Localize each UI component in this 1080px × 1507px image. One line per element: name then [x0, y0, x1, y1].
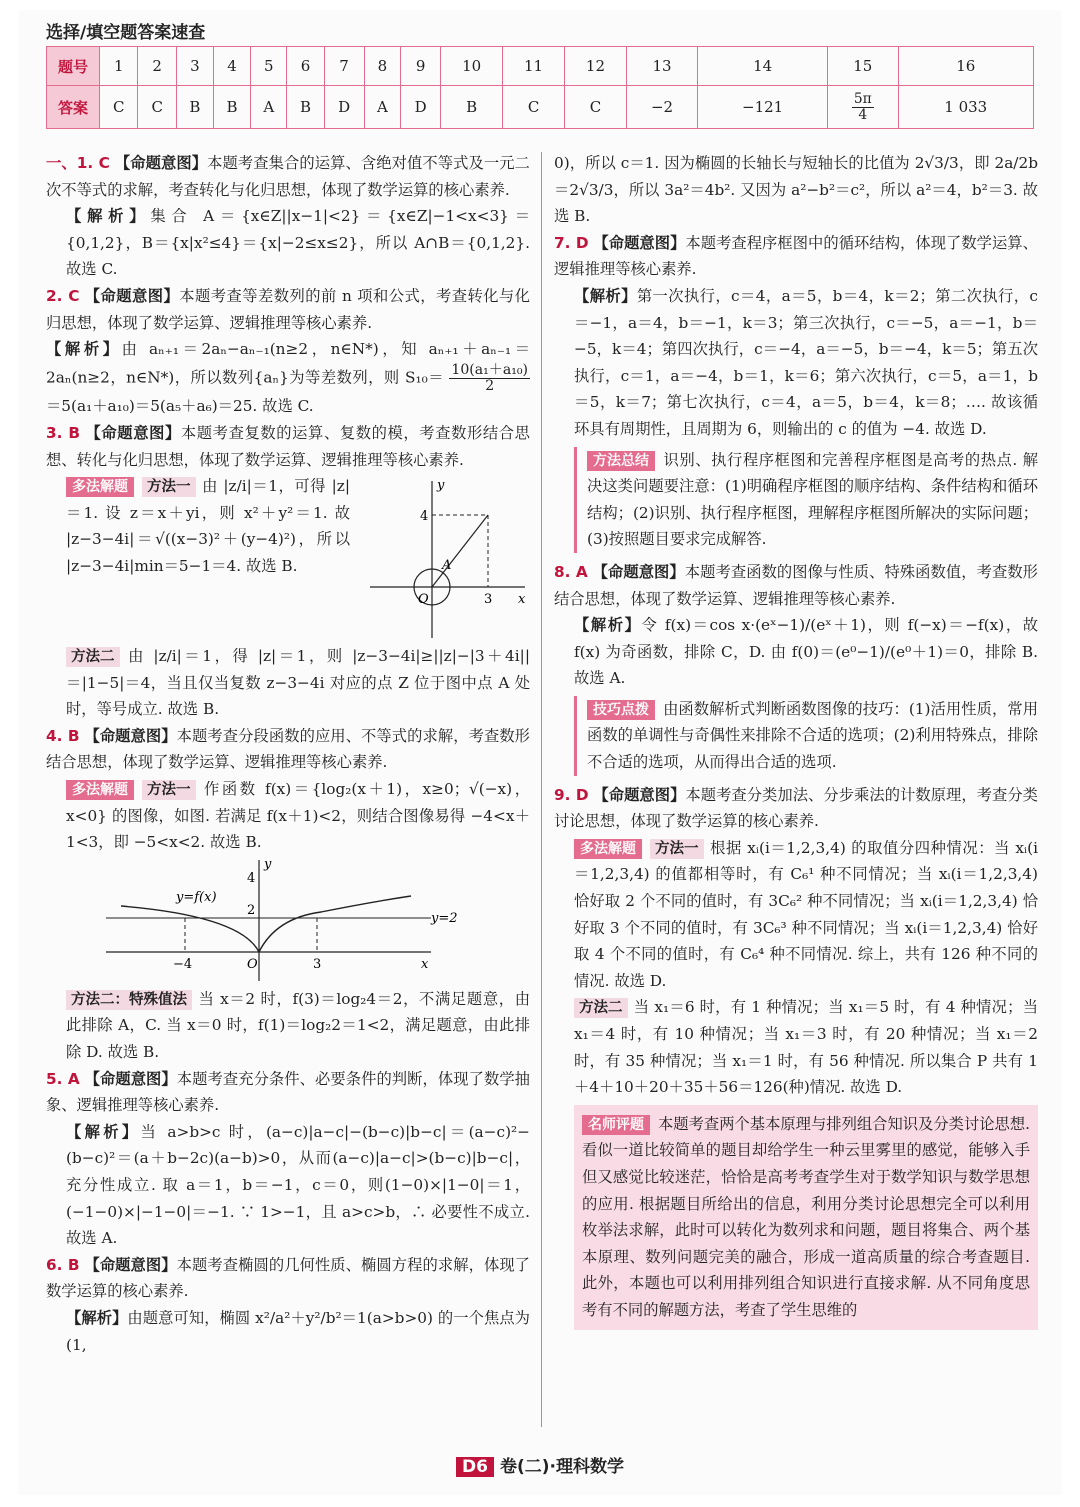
- method-text: 由 |z/i|＝1，得 |z|＝1，则 |z−3−4i|≥||z|−|3＋4i||＝|1−5|＝4，当且仅当复数 z−3−4i 对应的点 Z 位于图中点 A 处时，等号成立. 故选 B.: [66, 647, 530, 719]
- segment-oa: [432, 515, 488, 587]
- summary-badge: 方法总结: [587, 451, 655, 471]
- tick-label: 4: [420, 509, 429, 525]
- intent-text: 本题考查分段函数的应用、不等式的求解，考查数形结合思想，体现了数学运算、逻辑推理等核心素养.: [46, 726, 530, 772]
- answer-cell: A: [364, 86, 400, 129]
- q1-intent: [46, 150, 530, 203]
- numerator: 5π: [853, 91, 872, 108]
- question-number: 5. A: [46, 1069, 80, 1088]
- y-label: y: [437, 478, 445, 494]
- q-number: 10: [441, 47, 503, 86]
- tick-label: −4: [173, 956, 193, 972]
- method-tag: 方法二: [66, 647, 120, 667]
- intent-tag: 【命题意图】: [592, 562, 685, 581]
- method-tag: 方法一: [142, 780, 196, 800]
- intent-text: 本题考查复数的运算、复数的模，考查数形结合思想、转化与化归思想，体现了数学运算、逻辑推理等核心素养.: [46, 423, 530, 469]
- method-text: 由 |z/i|＝1，可得 |z|＝1. 设 z＝x＋yi，则 x²＋y²＝1. 故 |z−3−4i|＝√((x−3)²＋(y−4)²)，所以 |z−3−4i|min＝5−1＝4. 故选 B.: [66, 477, 350, 575]
- q-number: 14: [698, 47, 828, 86]
- origin-label: O: [418, 592, 429, 608]
- question-number: 3. B: [46, 423, 81, 442]
- q-number: 9: [401, 47, 441, 86]
- answer-table: [46, 46, 1034, 129]
- q4-intent: [46, 723, 530, 776]
- left-column: [46, 150, 530, 1358]
- solution-tag: 【解析】: [66, 1122, 141, 1141]
- q8-tip-box: [574, 696, 1038, 776]
- method-text: 作函数 f(x)＝{log₂(x＋1)，x≥0；√(−x)，x<0} 的图像，如图. 若满足 f(x＋1)<2，则结合图像易得 −4<x＋1<3，即 −5<x<2. 故选 B.: [66, 780, 530, 852]
- intent-text: 本题考查分类加法、分步乘法的计数原理，考查分类讨论思想，体现了数学运算的核心素养.: [554, 785, 1038, 831]
- question-number: 9. D: [554, 785, 589, 804]
- denominator: 4: [858, 106, 868, 123]
- q6-solution: [46, 1305, 530, 1358]
- q-number: 12: [565, 47, 627, 86]
- answer-cell: −121: [698, 86, 828, 129]
- q-number: 16: [898, 47, 1033, 86]
- page-number: D6: [456, 1457, 494, 1477]
- curve-fx: [121, 896, 411, 952]
- question-number: 7. D: [554, 233, 589, 252]
- q-number: 1: [100, 47, 138, 86]
- solution-text: 0)，所以 c＝1. 因为椭圆的长轴长与短轴长的比值为 2√3/3，即 2a/2b＝2√3/3，所以 3a²＝4b². 又因为 a²−b²＝c²，所以 a²＝4，b²＝3. 故选 B.: [554, 154, 1038, 226]
- q-number: 13: [626, 47, 697, 86]
- intent-text: 本题考查函数的图像与性质、特殊函数值，考查数形结合思想，体现了数学运算、逻辑推理等核心素养.: [554, 562, 1038, 608]
- table-row: [47, 86, 1034, 129]
- multi-method-badge: 多法解题: [574, 839, 642, 859]
- q3-intent: [46, 420, 530, 473]
- answer-cell: C: [100, 86, 138, 129]
- answer-cell: D: [324, 86, 364, 129]
- y-label: y: [264, 856, 272, 872]
- intent-text: 本题考查椭圆的几何性质、椭圆方程的求解，体现了数学运算的核心素养.: [46, 1255, 530, 1301]
- answer-cell: −2: [626, 86, 697, 129]
- tick-label: 2: [247, 902, 256, 918]
- intent-tag: 【命题意图】: [84, 1069, 177, 1088]
- answer-cell: 1 033: [898, 86, 1033, 129]
- q4-method2: [46, 986, 530, 1066]
- method-tag: 方法一: [142, 477, 196, 497]
- q3-method1: [46, 473, 350, 579]
- q5-intent: [46, 1066, 530, 1119]
- solution-text: 由 aₙ₊₁＝2aₙ−aₙ₋₁(n≥2，n∈N*)，知 aₙ₊₁＋aₙ₋₁＝2aₙ(n≥2，n∈N*)，所以数列{aₙ}为等差数列，则 S₁₀＝: [46, 340, 530, 387]
- solution-tag: 【解析】: [46, 340, 122, 359]
- answer-cell: B: [176, 86, 213, 129]
- question-number: 4. B: [46, 726, 80, 745]
- intent-text: 本题考查程序框图中的循环结构，体现了数学运算、逻辑推理等核心素养.: [554, 233, 1038, 279]
- q9-review-box: [574, 1105, 1038, 1330]
- x-label: x: [421, 956, 429, 972]
- q8-solution: [554, 612, 1038, 692]
- answer-cell: D: [401, 86, 441, 129]
- q6-intent: [46, 1252, 530, 1305]
- summary-text: 识别、执行程序框图和完善程序框图是高考的热点. 解决这类问题要注意：(1)明确程序框图的顺序结构、条件结构和循环结构；(2)识别、执行程序框图，理解程序框图所解决的实际问题；(3)按照题目要求完成解答.: [587, 450, 1038, 549]
- row-label-number: 题号: [47, 47, 100, 86]
- intent-tag: 【命题意图】: [114, 154, 208, 172]
- q2-solution: [46, 336, 530, 420]
- table-row: [47, 47, 1034, 86]
- column-divider: [541, 152, 542, 1427]
- question-number: 8. A: [554, 562, 588, 581]
- method-tag: 方法一: [650, 839, 704, 859]
- answer-cell: B: [213, 86, 250, 129]
- review-text: 本题考查两个基本原理与排列组合知识及分类讨论思想. 看似一道比较简单的题目却给学生一种云里雾里的感觉，能够入手但又感觉比较迷茫，恰恰是高考考查学生对于数学知识与数学思想的应用. 根据题目所给出的信息，利用分类讨论思想完全可以利用枚举法求解，此时可以转化为数列求和问题，题目将集合、两个基本原理、数列问题完美的融合，形成一道高质量的综合考查题目. 此外，本题也可以利用排列组合知识进行直接求解. 从不同角度思考有不同的解题方法，考查了学生思维的: [582, 1114, 1030, 1319]
- q4-method1: [46, 776, 530, 856]
- solution-tag: 【解析】: [66, 207, 151, 226]
- tick-label: 3: [484, 592, 493, 608]
- tick-label: 3: [313, 956, 322, 972]
- q5-solution: [46, 1119, 530, 1252]
- q2-intent: [46, 283, 530, 336]
- method-tag: 方法二：特殊值法: [66, 990, 192, 1010]
- solution-text: 当 a>b>c 时，(a−c)|a−c|−(b−c)|b−c|＝(a−c)²−(b−c)²＝(a＋b−2c)(a−b)>0，从而(a−c)|a−c|>(b−c)|b−c|，充分性成立. 取 a＝1，b＝−1，c＝0，则(1−0)×|1−0|＝1，(−1−0)×|−1−0|＝−1. ∵ 1>−1，且 a>c>b，∴ 必要性不成立. 故选 A.: [66, 1122, 530, 1248]
- q3-figure: [360, 473, 530, 643]
- line-label: y=2: [431, 910, 458, 926]
- q-number: 4: [213, 47, 250, 86]
- q3-method-block: [46, 473, 530, 643]
- intent-text: 本题考查充分条件、必要条件的判断，体现了数学抽象、逻辑推理等核心素养.: [46, 1069, 530, 1115]
- tick-label: 4: [247, 870, 256, 886]
- denominator: 2: [485, 377, 495, 394]
- answer-cell: B: [287, 86, 324, 129]
- q-number: 11: [503, 47, 565, 86]
- multi-method-badge: 多法解题: [66, 780, 134, 800]
- answer-cell: C: [503, 86, 565, 129]
- intent-tag: 【命题意图】: [84, 286, 180, 305]
- review-badge: 名师评题: [582, 1115, 650, 1135]
- q9-method2: [554, 994, 1038, 1100]
- solution-text: 由题意可知，椭圆 x²/a²＋y²/b²＝1(a>b>0) 的一个焦点为(1,: [66, 1308, 530, 1354]
- q-number: 3: [176, 47, 213, 86]
- numerator: 10(a₁＋a₁₀): [451, 361, 528, 378]
- intent-text: 本题考查集合的运算、含绝对值不等式及一元二次不等式的求解，考查转化与化归思想，体现了数学运算的核心素养.: [46, 154, 530, 199]
- answer-cell: B: [441, 86, 503, 129]
- solution-tag: 【解析】: [574, 616, 642, 635]
- method-tag: 方法二: [574, 998, 628, 1018]
- q7-summary-box: [574, 447, 1038, 553]
- tip-badge: 技巧点拨: [587, 700, 655, 720]
- q8-intent: [554, 559, 1038, 612]
- answer-cell: C: [138, 86, 176, 129]
- q-number: 15: [828, 47, 898, 86]
- q-number: 7: [324, 47, 364, 86]
- right-column: [554, 150, 1038, 1336]
- intent-tag: 【命题意图】: [593, 785, 686, 804]
- q4-figure: [101, 856, 521, 986]
- method-text: 当 x₁＝6 时，有 1 种情况；当 x₁＝5 时，有 4 种情况；当 x₁＝4 时，有 10 种情况；当 x₁＝3 时，有 20 种情况；当 x₁＝2 时，有 35 种情况；当 x₁＝1 时，有 56 种情况. 所以集合 P 共有 1＋4＋10＋20＋35＋56＝126(种)情况. 故选 D.: [574, 998, 1038, 1097]
- fraction: [449, 363, 530, 394]
- solution-text: 第一次执行，c＝4，a＝5，b＝4，k＝2；第二次执行，c＝−1，a＝4，b＝−1，k＝3；第三次执行，c＝−5，a＝−1，b＝−5，k＝4；第四次执行，c＝−4，a＝−5，b＝−4，k＝5；第五次执行，c＝1，a＝−4，b＝1，k＝6；第六次执行，c＝5，a＝1，b＝5，k＝7；第七次执行，c＝4，a＝5，b＝4，k＝8；…. 故该循环具有周期性，且周期为 6，则输出的 c 的值为 −4. 故选 D.: [574, 286, 1038, 438]
- solution-text: 集合 A＝{x∈Z||x−1|<2}＝{x∈Z|−1<x<3}＝{0,1,2}，B＝{x|x²≤4}＝{x|−2≤x≤2}，所以 A∩B＝{0,1,2}. 故选 C.: [66, 207, 530, 279]
- method-text: 根据 xᵢ(i＝1,2,3,4) 的取值分四种情况：当 xᵢ(i＝1,2,3,4) 的值都相等时，有 C₆¹ 种不同情况；当 xᵢ(i＝1,2,3,4) 恰好取 2 个不同的值时，有 3C₆² 种不同情况；当 xᵢ(i＝1,2,3,4) 恰好取 3 个不同的值时，有 3C₆³ 种不同情况；当 xᵢ(i＝1,2,3,4) 恰好取 4 个不同的值时，有 C₆⁴ 种不同情况. 综上，共有 126 种不同的情况. 故选 D.: [574, 838, 1038, 990]
- intent-tag: 【命题意图】: [84, 1255, 177, 1274]
- q1-solution: [46, 203, 530, 283]
- solution-text: 令 f(x)＝cos x·(eˣ−1)/(eˣ＋1)，则 f(−x)＝−f(x)，故 f(x) 为奇函数，排除 C，D. 由 f(0)＝(e⁰−1)/(e⁰＋1)＝0，排除 B. 故选 A.: [574, 616, 1038, 688]
- q9-intent: [554, 782, 1038, 835]
- solution-tag: 【解析】: [66, 1308, 128, 1327]
- point-a-label: A: [442, 558, 452, 574]
- multi-method-badge: 多法解题: [66, 477, 134, 497]
- intent-tag: 【命题意图】: [85, 423, 181, 442]
- tip-text: 由函数解析式判断函数图像的技巧：(1)活用性质，常用函数的单调性与奇偶性来排除不合适的选项；(2)利用特殊点，排除不合适的选项，从而得出合适的选项.: [587, 699, 1038, 772]
- question-number: 2. C: [46, 286, 80, 305]
- row-label-answer: 答案: [47, 86, 100, 129]
- x-label: x: [518, 592, 526, 608]
- answer-cell-15: [828, 86, 898, 129]
- method-text: 当 x＝2 时，f(3)＝log₂4＝2，不满足题意，由此排除 A，C. 当 x＝0 时，f(1)＝log₂2＝1<2，满足题意，由此排除 D. 故选 B.: [66, 989, 530, 1062]
- q3-method2: [46, 643, 530, 723]
- intent-tag: 【命题意图】: [593, 233, 686, 252]
- answer-cell: A: [251, 86, 287, 129]
- question-number: 一、1. C: [46, 154, 110, 172]
- q7-intent: [554, 230, 1038, 283]
- answer-cell: C: [565, 86, 627, 129]
- q-number: 8: [364, 47, 400, 86]
- fraction: [852, 92, 874, 122]
- q6-continued: [554, 150, 1038, 230]
- q7-solution: [554, 283, 1038, 443]
- solution-tag: 【解析】: [574, 286, 637, 305]
- curve-label: y=f(x): [176, 889, 217, 905]
- question-number: 6. B: [46, 1255, 80, 1274]
- q3-method-text: [46, 473, 350, 643]
- origin-label: O: [247, 956, 258, 972]
- page-footer: [0, 1452, 1080, 1477]
- q9-method1: [554, 835, 1038, 995]
- intent-text: 本题考查等差数列的前 n 项和公式，考查转化与化归思想，体现了数学运算、逻辑推理等核心素养.: [46, 286, 530, 332]
- page-title: 选择/填空题答案速查: [46, 23, 206, 43]
- q-number: 2: [138, 47, 176, 86]
- intent-tag: 【命题意图】: [84, 726, 177, 745]
- footer-text: 卷(二)·理科数学: [499, 1457, 624, 1477]
- q-number: 5: [251, 47, 287, 86]
- solution-text: ＝5(a₁＋a₁₀)＝5(a₅＋a₆)＝25. 故选 C.: [46, 397, 314, 416]
- q-number: 6: [287, 47, 324, 86]
